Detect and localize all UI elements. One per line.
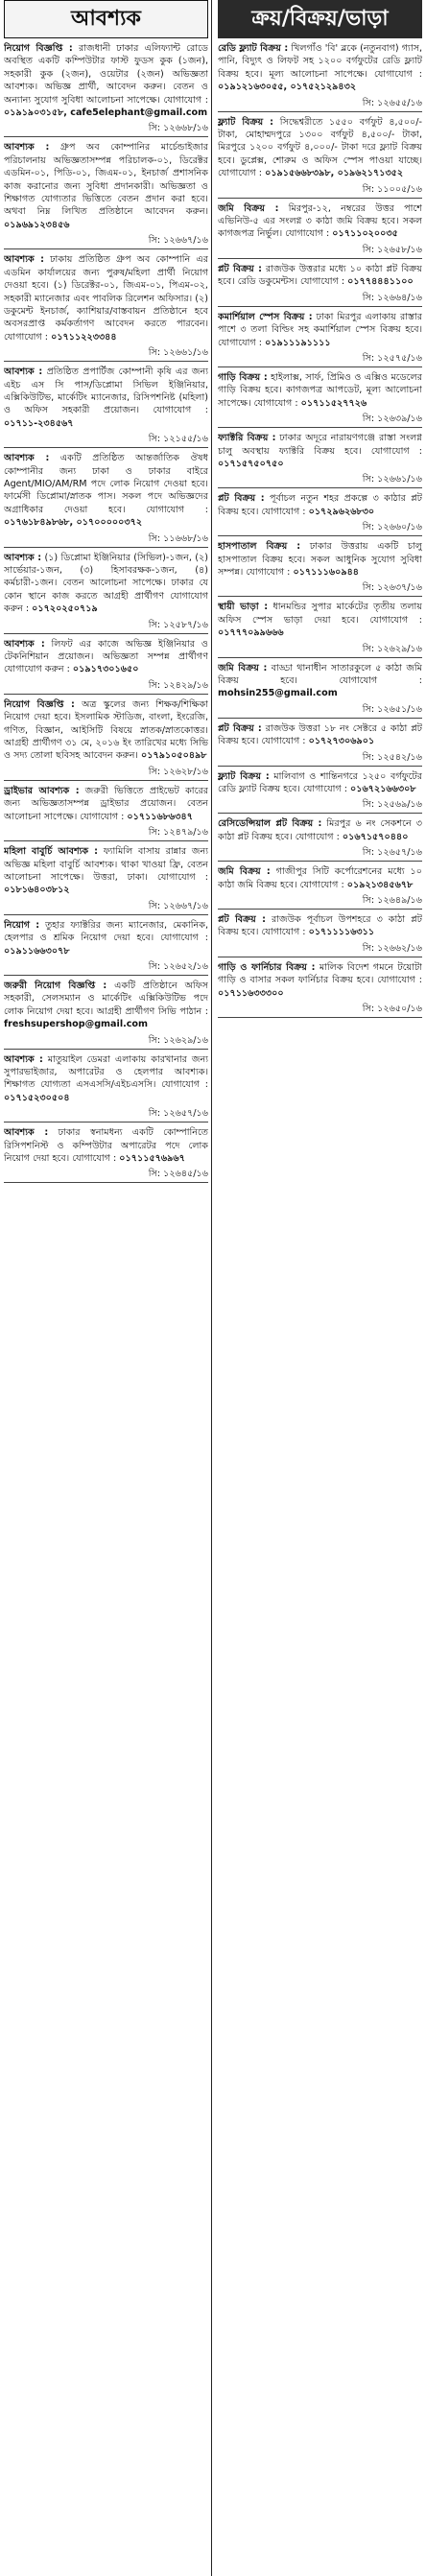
ad-body: রাজউক পূর্বাচল উপশহরে ৩ কাঠা প্লট বিক্রয় হবে। যোগাযোগ : [218,914,422,938]
classified-ad [4,452,208,547]
classified-ad [218,492,422,536]
ad-body: একটি প্রতিষ্ঠানে অফিস সহকারী, সেলসম্যান ও মার্কেটিং এক্সিকিউটিভ পদে লোক নিয়োগ দেয়া হবে। আগ্রহী প্রার্থীগণ সিভি পাঠান : [4,980,208,1017]
ad-body: ঢাকার স্বনামধন্য একটি কোম্পানিতে রিসিপশনিস্ট ও কম্পিউটার অপারেটর পদে লোক নিয়োগ দেয়া হবে। যোগাযোগ : [4,1127,208,1164]
ad-contact: ০১৯৬৯১২৩৪৫৬ [4,219,70,230]
ad-body: বাড্ডা থানাধীন সাতারকুলে ৫ কাঠা জমি বিক্রয় হবে। যোগাযোগ : [218,662,422,686]
ad-heading: আবশ্যক : [4,142,50,154]
classified-ad [4,919,208,976]
classified-ad [4,698,208,781]
ad-text [4,1053,208,1105]
classified-ad [218,263,422,307]
ad-reference-code: সি: ১২৬৬৮/১৬ [148,123,208,134]
classified-ad [4,1053,208,1123]
ad-body: লিফট এর কাজে অভিজ্ঞ ইঞ্জিনিয়ার ও টেকনিশিয়ান প্রয়োজন। অভিজ্ঞতা সম্পন্ন প্রার্থীগণ যোগাযোগ করুন : [4,638,208,675]
ad-body: মালিক বিদেশ গমনে টয়োটা গাড়ি ও বাসার সকল ফার্নিচার বিক্রয় হবে। যোগাযোগ : [218,961,422,986]
ad-text [218,311,422,349]
ad-body: (১) ডিপ্লোমা ইঞ্জিনিয়ার (সিভিল)-১জন, (২) সার্ভেয়ার-১জন, (৩) হিসাবরক্ষক-১জন, (৪) কর্মচারী-১জন। বেতন আলোচনা সাপেক্ষে। ঢাকার যে কোন স্থানে কাজ করতে আগ্রহী প্রার্থীগণ যোগাযোগ করুন : [4,552,208,615]
ad-reference-code: সি: ১২৬৬৪/১৬ [362,292,422,303]
ad-heading: আবশ্যক : [4,638,45,650]
ad-text [218,961,422,1000]
ad-text [4,253,208,343]
ad-heading: নিয়োগ বিজ্ঞপ্তি : [4,698,75,710]
ad-contact: ০১৭৬১৮৪৯৮৬৮, ০১৭০০০০০৩৭২ [4,517,143,529]
ad-separator [218,366,422,367]
ad-text [218,865,422,891]
ad-reference-code: সি: ১২৬৫৫/১৬ [362,97,422,108]
ad-reference-code: সি: ১২৬৪৯/১৬ [362,895,422,907]
ad-heading: জমি বিক্রয় : [218,202,279,214]
ad-reference-code: সি: ১১০০৫/১৬ [362,183,422,195]
ad-reference-code: সি: ১২৬৫৮/১৬ [362,244,422,255]
ad-separator [4,1049,208,1050]
ad-body: ঢাকার অদূরে নারায়ণগঞ্জে রাস্তা সংলগ্ন চালু অবস্থায় ফ্যাক্টরি বিক্রয় হবে। যোগাযোগ : [218,433,422,457]
classified-ad [4,141,208,249]
ad-text [4,698,208,763]
ad-contact: ০১৭৭৪৪৪১১০০ [347,276,414,288]
ad-text [218,540,422,579]
ad-reference-code: সি: ১২৫৪২/১৬ [362,751,422,763]
ad-body: পূর্বাচল নতুন শহর প্রকল্পে ৩ কাঠার প্লট বিক্রয় হবে। যোগাযোগ : [218,493,422,517]
classified-ad [4,253,208,362]
ad-heading: আবশ্যক : [4,552,42,563]
ad-text [218,662,422,700]
classified-ad [218,311,422,367]
ad-heading: ফ্যাক্টরি বিক্রয় : [218,433,276,444]
classified-ad [4,1126,208,1183]
classified-ad [4,366,208,448]
ad-text [218,42,422,94]
ad-heading: ফ্ল্যাট বিক্রয় : [218,770,270,782]
ad-separator [4,633,208,634]
ad-body: অত্র স্কুলের জন্য শিক্ষক/শিক্ষিকা নিয়োগ দেয়া হবে। ইসলামিক স্টাডিজ, বাংলা, ইংরেজি, গণিত, বিজ্ঞান, আইসিটি বিষয়ে স্নাতক/স্নাতকোত্তর। আগ্রহী প্রার্থীগণ ৩১ মে, ২০১৬ ইং তারিখের মধ্যে সিভি ও সদ্য তোলা ছবিসহ আবেদন করুন। [4,698,208,762]
ad-contact: ০১৬৭১৫৭০৪৪০ [342,831,409,842]
classified-ad [218,601,422,657]
ad-heading: মহিলা বাবুর্চি আবশ্যক : [4,846,98,858]
ad-heading: আবশ্যক : [4,366,43,378]
ad-text [4,1126,208,1165]
ad-reference-code: সি: ১২৬৫৭/১৬ [148,1108,208,1120]
ad-heading: রেসিডেন্সিয়াল প্লট বিক্রয় : [218,818,322,830]
ad-heading: প্লট বিক্রয় : [218,914,266,926]
ad-reference-code: সি: ১২৫৮৭/১৬ [148,619,208,630]
ad-separator [218,258,422,259]
ad-separator [4,136,208,137]
ad-reference-code: সি: ১২৬৬৭/১৬ [148,235,208,247]
ad-separator [4,447,208,448]
ad-separator [4,694,208,695]
ad-heading: প্লট বিক্রয় : [218,493,265,505]
ad-heading: জমি বিক্রয় : [218,662,268,674]
ad-reference-code: সি: ১২১৫৫/১৬ [148,434,208,445]
ad-contact: ০১৯১২১৬৩০৫৫, ০১৭৫২১২৯৪৩২ [218,82,357,93]
ad-separator [218,1017,422,1018]
classified-ad [218,662,422,719]
ad-contact: ০১৭১১১১৬৩১১ [308,927,375,938]
ad-reference-code: সি: ১২৪৭৯/১৬ [148,827,208,839]
ad-heading: ফ্ল্যাট বিক্রয় : [218,116,274,128]
ad-reference-code: সি: ১২৫৬৯/১৬ [362,799,422,811]
ad-separator [218,487,422,488]
ad-separator [218,813,422,814]
ad-heading: ড্রাইভার আবশ্যক : [4,785,80,796]
ad-contact: ০১৭২৯৬২৬৮৩০ [308,506,375,517]
ad-text [4,452,208,529]
ad-text [4,366,208,430]
ad-body: মিরপুর-১২, নম্বরের উত্তর পাশে এভিনিউ-৫ এর সংলগ্ন ৩ কাঠা জমি বিক্রয় হবে। সকল কাগজপত্র নির্ভুল। যোগাযোগ : [218,202,422,240]
classified-ad [218,865,422,910]
ad-heading: আবশ্যক : [4,1053,43,1065]
ad-contact: ০১৭১১৬৩৩৩০০ [218,987,284,999]
classified-ad [218,540,422,597]
ad-contact: ০১৭১১১৬০৯৪৪ [293,566,360,578]
ad-heading: প্লট বিক্রয় : [218,722,262,734]
ad-body: মালিবাগ ও শান্তিনগরে ১২৫০ বর্গফুটের রেডি ফ্ল্যাট বিক্রয় হবে। যোগাযোগ : [218,770,422,795]
ad-separator [218,198,422,199]
classified-ad [218,770,422,815]
ad-contact: ০১৭১৫২৩০৫০৪ [4,1092,70,1103]
ad-separator [4,914,208,915]
classified-ad [4,552,208,634]
ad-text [218,817,422,843]
ad-heading: জমি বিক্রয় : [218,866,271,878]
ad-reference-code: সি: ১২৬৬৭/১৬ [148,900,208,911]
classified-ad [218,116,422,199]
ad-reference-code: সি: ১১৬৬৮/১৬ [148,532,208,544]
ad-heading: জরুরী নিয়োগ বিজ্ঞপ্তি : [4,980,107,991]
ad-separator [4,840,208,841]
section-header-buy-sell-rent: ক্রয়/বিক্রয়/ভাড়া [218,0,422,38]
ad-reference-code: সি: ১২৬৬১/১৬ [362,474,422,485]
ad-contact: ০১৮১৬৪০৩৮১২ [4,885,70,896]
ad-contact: ০১৯১১৬৬৩০৭৮ [4,945,70,957]
ad-contact: ০১৭১১০২০০৩৫ [332,228,398,240]
ad-heading: প্লট বিক্রয় : [218,263,262,274]
ad-contact: ০১৭২৭৩০৬৯০১ [308,736,375,747]
classified-ad [4,980,208,1050]
ad-contact: ০১৯১৭৩০১৬৫০ [72,664,139,675]
ad-heading: রেডি ফ্ল্যাট বিক্রয় : [218,43,289,54]
classified-ad [4,42,208,137]
ad-contact: ০১৭১১৬৮৬৩৪৭ [127,811,193,822]
ad-heading: হাসপাতাল বিক্রয় : [218,541,301,553]
ad-reference-code: সি: ১২৬৬২/১৬ [362,942,422,954]
ad-reference-code: সি: ১২৬৬১/১৬ [148,347,208,359]
ad-contact: ০১৭১১৫২৭৭২৬ [300,397,367,409]
ad-reference-code: সি: ১২৬৫১/১৬ [362,703,422,715]
ad-heading: নিয়োগ : [4,919,40,931]
left-column [4,0,208,2576]
ad-text [218,913,422,939]
ad-separator [4,248,208,249]
ad-text [218,116,422,180]
ad-contact: ০১৭৭৭০৯৯৬৬৬ [218,627,284,639]
right-ads-list [218,42,422,1018]
ad-reference-code: সি: ১২৬৩৯/১৬ [362,414,422,425]
ad-reference-code: সি: ১২৬৬০/১৬ [362,522,422,533]
ad-text [4,141,208,231]
ad-reference-code: সি: ১২৬৫২/১৬ [148,960,208,972]
classified-ad [4,638,208,695]
ad-contact: ০১৭১১৫৭৬৯৬৭ [119,1153,185,1164]
ad-separator [218,306,422,307]
ad-heading: গাড়ি ও ফার্নিচার বিক্রয় : [218,961,316,973]
ad-text [218,770,422,796]
ad-text [218,722,422,748]
ad-heading: নিয়োগ বিজ্ঞপ্তি : [4,43,73,54]
ad-body: জরুরী ভিত্তিতে প্রাইভেট কারের জন্য অভিজ্ঞতাসম্পন্ন ড্রাইভার প্রয়োজন। বেতন আলোচনা সাপেক্ষে। যোগাযোগ : [4,785,208,822]
ad-contact: ০১৭১৫৭৫০৭৫০ [218,458,284,469]
ad-text [218,371,422,410]
ad-contact: ০১৭৯১০৫০৪৯৮ [141,750,207,762]
ad-contact: ০১৭১১২২৩৩৪৪ [51,331,117,343]
ad-reference-code: সি: ১২৬২৮/১৬ [148,766,208,777]
ad-heading: আবশ্যক : [4,1127,49,1139]
ad-text [218,492,422,518]
ad-heading: কমার্শিয়াল স্পেস বিক্রয় : [218,311,313,322]
ad-body: ঢাকা মিরপুর এলাকায় রাস্তার পাশে ৩ তলা বিল্ডিং সহ কমার্শিয়াল স্পেস বিক্রয় হবে। যোগাযোগ : [218,311,422,348]
ad-text [4,638,208,676]
ad-body: গ্রুপ অব কোম্পানির মার্চেন্ডাইজার পরিচালনায় অভিজ্ঞতাসম্পন্ন পরিচালক-০১, ডিরেক্টর এডমিন-০১, পিডি-০১, জিএম-০১, ইনচার্জ প্রশাসনিক কাজ করানোর জন্য সুবিধা প্রদানকারী। অভিজ্ঞতা ও শিক্ষাগত যোগ্যতার ভিত্তিতে বেতন প্রদান করা হবে। অথবা নিম্ন লিখিত প্রতিষ্ঠানে আবেদন করুন। [4,142,208,218]
ad-contact: ০১৯১৯০৩১৫৮, cafe5elephant@gmail.com [4,107,208,119]
ad-body: তুহার ফ্যাক্টরির জন্য ম্যানেজার, মেকানিক, হেলপার ও শ্রমিক নিয়োগ দেয়া হবে। যোগাযোগ : [4,919,208,944]
classified-ad [4,845,208,915]
ad-contact: ০১৭২০২৫০৭১৯ [32,603,98,615]
ad-text [4,845,208,897]
ad-reference-code: সি: ১২৬২৯/১৬ [148,1034,208,1046]
column-divider [211,0,212,2576]
ad-reference-code: সি: ১২৬৫৭/১৬ [362,847,422,859]
ad-reference-code: সি: ১২৬৫০/১৬ [362,1004,422,1015]
ad-heading: গাড়ি বিক্রয় : [218,371,268,383]
ad-heading: আবশ্যক : [4,254,44,266]
ad-contact: ০১৯২১৩৪৫৬৭৮ [346,879,414,890]
ad-contact: ০১৯১৫৬৬৮৩৯৮, ০১৯৬২১৭১৩৫২ [265,168,404,179]
ad-separator [4,1122,208,1123]
ad-contact: ০১৭১১-২৩৪৫৬৭ [4,417,74,429]
right-column [218,0,422,2576]
ad-reference-code: সি: ১২৫৭৫/১৬ [362,352,422,364]
ad-text [218,432,422,470]
ad-separator [218,657,422,658]
classified-ad [218,817,422,862]
ad-separator [218,861,422,862]
ad-body: রাজউক উত্তরা ১৮ নং সেক্টরে ৫ কাঠা প্লট বিক্রয় হবে। যোগাযোগ : [218,722,422,747]
ad-separator [218,596,422,597]
classified-ad [218,961,422,1018]
ad-reference-code: সি: ১২৬২৯/১৬ [362,643,422,654]
ad-body: প্রতিষ্ঠিত প্রপার্টিজ কোম্পানী কৃষি এর জন্য এইচ এস সি পাস/ডিপ্লোমা সিভিল ইঞ্জিনিয়ার, এক্সিকিউটিভ, মার্কেটিং ম্যানেজার, রিসিপশনিষ্ট (মহিলা) ও অফিস সহকারী প্রয়োজন। যোগাযোগ : [4,366,208,416]
ad-contact: mohsin255@gmail.com [218,688,338,699]
ad-separator [218,427,422,428]
ad-body: ফ্যামিলি বাসায় রান্নার জন্য অভিজ্ঞ মহিলা বাবুর্চি আবশ্যক। থাকা খাওয়া ফ্রি, বেতন আলোচনা সাপেক্ষে। উত্তরা, ঢাকা। যোগাযোগ : [4,846,208,883]
ad-text [4,919,208,957]
ad-separator [218,909,422,910]
classified-ad [218,913,422,957]
ad-separator [218,718,422,719]
ad-separator [218,111,422,112]
classified-ad [218,202,422,259]
ad-body: রাজউক উত্তরার মধ্যে ১০ কাঠা প্লট বিক্রয় হবে। রেডি ডকুমেন্টস। যোগাযোগ : [218,263,422,288]
ad-separator [4,975,208,976]
ad-separator [4,361,208,362]
classified-ad [218,722,422,767]
ad-body: মিরপুর ৬ নং সেকশনে ৩ কাঠা প্লট বিক্রয় হবে। যোগাযোগ : [218,818,422,842]
ad-text [4,980,208,1031]
ad-body: ধানমন্ডির সুপার মার্কেটের তৃতীয় তলায় অফিস স্পেস ভাড়া দেয়া হবে। যোগাযোগ : [218,602,422,626]
ad-body: রাজধানী ঢাকার এলিফ্যান্ট রোডে অবস্থিত একটি কম্পিউটার ফাস্ট ফুডস কুক (১জন), সহকারী কুক (২জন), ওয়েটার (২জন) অভিজ্ঞতা আবশ্যক। অভিজ্ঞ প্রার্থী, আবেদন করুন। বেতন ও অন্যান্য সুযোগ সুবিধা আলোচনা সাপেক্ষে। যোগাযোগ : [4,43,208,106]
ad-body: গাজীপুর সিটি কর্পোরেশনের মধ্যে ১০ কাঠা জমি বিক্রয় হবে। যোগাযোগ : [218,866,422,890]
ad-body: সিদ্ধেশ্বরীতে ১৫৫০ বর্গফুট ৪,৫০০/- টাকা, মোহাম্মদপুরে ১৩০০ বর্গফুট ৪,৫০০/- টাকা, মিরপুরে ১২০০ বর্গফুট ৪,০০০/- টাকা দরে ফ্ল্যাট বিক্রয় হবে। ডুপ্লেক্স, শোরুম ও অফিস স্পেস পাওয়া যাচ্ছে। যোগাযোগ : [218,116,422,179]
ad-body: ঢাকার উত্তরায় একটি চালু হাসপাতাল বিক্রয় হবে। সকল আধুনিক সুযোগ সুবিধা সম্পন্ন। যোগাযোগ : [218,541,422,578]
ad-contact: ০১৬৭২১৬৬৩০৮ [350,784,416,795]
ad-body: ঢাকায় প্রতিষ্ঠিত গ্রুপ অব কোম্পানি এর এডমিন কার্যালয়ের জন্য পুরুষ/মহিলা প্রার্থী নিয়োগ দেওয়া হবে। (১) ডিরেক্টর-০১, জিএম-০১, পিএম-০২, সহকারী ম্যানেজার এবং পাবলিক রিলেশন অফিসার। (২) ডকুমেন্ট ইনচার্জ, ক্যাশিয়ার/বাস্তবায়ন প্রতিষ্ঠানে হবে অবসরপ্রাপ্ত কর্মকর্তাগণ আবেদন করতে পারবেন। যোগাযোগ : [4,254,208,343]
ad-text [4,552,208,616]
ad-separator [4,547,208,548]
ad-text [4,785,208,823]
section-header-wanted: আবশ্যক [4,0,208,38]
ad-heading: স্থায়ী ভাড়া : [218,602,269,613]
ad-reference-code: সি: ১২৪২৯/১৬ [148,679,208,691]
ad-separator [218,535,422,536]
ad-reference-code: সি: ১২৬৩৭/১৬ [362,582,422,594]
ad-reference-code: সি: ১২৬৪৫/১৬ [148,1169,208,1180]
ad-text [4,42,208,119]
classified-ad [218,432,422,488]
classified-ad [4,785,208,841]
classified-ad [218,371,422,428]
ad-text [218,202,422,241]
ad-separator [4,1182,208,1183]
ad-text [218,263,422,289]
ad-heading: আবশ্যক : [4,453,50,464]
ad-body: খিলগাঁও 'বি' ব্লকে (নতুনবাগ) গ্যাস, পানি, বিদ্যুৎ ও লিফট সহ ১২০০ বর্গফুটের রেডি ফ্ল্যাট বিক্রয় হবে। মূল্য আলোচনা সাপেক্ষে। যোগাযোগ : [218,43,422,80]
ad-text [218,601,422,639]
ad-body: একটি প্রতিষ্ঠিত আন্তর্জাতিক ঔষধ কোম্পানীর জন্য ঢাকা ও ঢাকার বাইরে Agent/MIO/AM/RM পদে লোক নিয়োগ দেওয়া হবে। ফার্মেসী ডিপ্লোমা/স্নাতক পাস। সকল পদে অভিজ্ঞদের অগ্রাধিকার দেওয়া হবে। যোগাযোগ : [4,453,208,515]
ad-contact: ০১৯১১১৯১১১১ [265,337,331,348]
ad-body: মাতুয়াইল ডেমরা এলাকায় কারখানার জন্য সুপারভাইজার, অপারেটর ও হেলপার আবশ্যক। শিক্ষাগত যোগ্যতা এসএসসি/এইচএসসি। যোগাযোগ : [4,1053,208,1091]
ad-body: হাইলাক্স, সার্ফ, প্রিমিও ও এক্সিও মডেলের গাড়ি বিক্রয় হবে। কাগজপত্র আপডেট, মূল্য আলোচনা সাপেক্ষে। যোগাযোগ : [218,371,422,409]
left-ads-list [4,42,208,1183]
classified-ad [218,42,422,112]
ad-separator [218,766,422,767]
ad-separator [4,780,208,781]
ad-contact: freshsupershop@gmail.com [4,1019,149,1030]
